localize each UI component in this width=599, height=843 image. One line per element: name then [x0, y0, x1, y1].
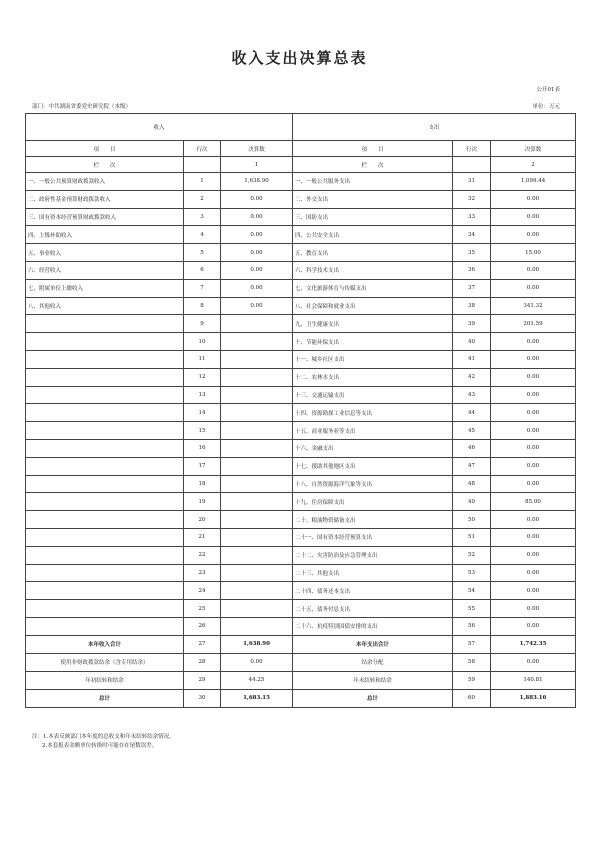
page-title: 收入支出决算总表 — [231, 49, 368, 67]
expense-amount: 0.00 — [491, 190, 576, 208]
expense-row-no: 36 — [453, 261, 491, 279]
expense-total-amount: 1,883.16 — [491, 689, 576, 707]
income-total-amount: 44.25 — [221, 671, 293, 689]
expense-item: 二十五、债务付息支出 — [293, 600, 453, 618]
expense-item: 九、卫生健康支出 — [293, 315, 453, 333]
income-item — [26, 493, 184, 511]
income-row-no: 18 — [184, 475, 221, 493]
income-row-no: 12 — [184, 368, 221, 386]
income-amount: 1,638.90 — [221, 173, 293, 191]
expense-row-no: 54 — [453, 582, 491, 600]
income-row-no: 1 — [184, 173, 221, 191]
income-total-item: 年初结转和结余 — [26, 671, 184, 689]
table-row — [26, 244, 576, 262]
budget-summary-table — [25, 113, 576, 708]
footnote-2: 2.本套报表金额单位转换时可能存在尾数误差。 — [42, 743, 158, 749]
expense-amount: 15.00 — [491, 244, 576, 262]
income-amount — [221, 582, 293, 600]
expense-amount: 0.00 — [491, 546, 576, 564]
income-amount-header: 决算数 — [221, 141, 293, 157]
expense-row-no: 47 — [453, 457, 491, 475]
income-amount — [221, 546, 293, 564]
department-label: 部门：中共湖南省委党史研究院（本级） — [32, 104, 132, 110]
expense-row-no: 40 — [453, 333, 491, 351]
income-item — [26, 315, 184, 333]
income-lanci: 栏 次 — [26, 157, 184, 173]
expense-item: 二十、粮油物资储备支出 — [293, 511, 453, 529]
income-amount — [221, 528, 293, 546]
expense-amount: 0.00 — [491, 564, 576, 582]
table-row — [26, 350, 576, 368]
table-row — [26, 546, 576, 564]
income-item — [26, 546, 184, 564]
income-total-item: 使用非财政拨款结余（含专用结余） — [26, 653, 184, 671]
table-row — [26, 297, 576, 315]
income-item: 三、国有资本经营预算财政拨款收入 — [26, 208, 184, 226]
expense-row-no: 33 — [453, 208, 491, 226]
expense-item-header: 项 目 — [293, 141, 453, 157]
income-row-no: 11 — [184, 350, 221, 368]
income-amount — [221, 315, 293, 333]
expense-amount: 0.00 — [491, 404, 576, 422]
table-row — [26, 333, 576, 351]
income-rowno-header: 行次 — [184, 141, 221, 157]
expense-row-no: 45 — [453, 422, 491, 440]
income-item — [26, 368, 184, 386]
income-item: 二、政府性基金预算财政拨款收入 — [26, 190, 184, 208]
income-item-header: 项 目 — [26, 141, 184, 157]
income-section-header: 收入 — [26, 114, 293, 141]
expense-row-no: 50 — [453, 511, 491, 529]
income-amount — [221, 511, 293, 529]
expense-item: 二十三、其他支出 — [293, 564, 453, 582]
expense-amount-header: 决算数 — [491, 141, 576, 157]
expense-amount: 0.00 — [491, 582, 576, 600]
expense-item: 七、文化旅游体育与传媒支出 — [293, 279, 453, 297]
income-item: 七、附属单位上缴收入 — [26, 279, 184, 297]
income-item — [26, 475, 184, 493]
expense-amount: 0.00 — [491, 475, 576, 493]
income-row-no: 2 — [184, 190, 221, 208]
form-number: 公开01表 — [536, 87, 560, 93]
income-amount — [221, 475, 293, 493]
expense-total-item: 年末结转和结余 — [293, 671, 453, 689]
income-item — [26, 439, 184, 457]
income-total-item: 总计 — [26, 689, 184, 707]
expense-item: 六、科学技术支出 — [293, 261, 453, 279]
income-row-no: 10 — [184, 333, 221, 351]
income-total-row-no: 29 — [184, 671, 221, 689]
expense-row-no: 42 — [453, 368, 491, 386]
expense-amount: 0.00 — [491, 386, 576, 404]
expense-item: 五、教育支出 — [293, 244, 453, 262]
expense-total-item: 总计 — [293, 689, 453, 707]
income-amount: 0.00 — [221, 208, 293, 226]
income-lanci-blank — [184, 157, 221, 173]
expense-amount: 0.00 — [491, 261, 576, 279]
expense-item: 二十四、债务还本支出 — [293, 582, 453, 600]
expense-amount: 0.00 — [491, 368, 576, 386]
expense-item: 十七、援助其他地区支出 — [293, 457, 453, 475]
income-total-row-no: 28 — [184, 653, 221, 671]
expense-row-no: 55 — [453, 600, 491, 618]
column-index-row — [26, 157, 576, 173]
income-row-no: 6 — [184, 261, 221, 279]
expense-amount: 341.32 — [491, 297, 576, 315]
table-body — [26, 114, 576, 708]
income-row-no: 8 — [184, 297, 221, 315]
income-amount — [221, 422, 293, 440]
expense-row-no: 38 — [453, 297, 491, 315]
table-row — [26, 475, 576, 493]
expense-amount: 0.00 — [491, 600, 576, 618]
table-row — [26, 315, 576, 333]
expense-amount: 0.00 — [491, 226, 576, 244]
table-row — [26, 439, 576, 457]
expense-item: 十二、农林水支出 — [293, 368, 453, 386]
expense-amount: 0.00 — [491, 333, 576, 351]
total-row — [26, 635, 576, 653]
income-amount: 0.00 — [221, 297, 293, 315]
income-item: 六、经营收入 — [26, 261, 184, 279]
expense-amount: 0.00 — [491, 422, 576, 440]
expense-item: 三、国防支出 — [293, 208, 453, 226]
table-row — [26, 600, 576, 618]
expense-row-no: 41 — [453, 350, 491, 368]
income-row-no: 3 — [184, 208, 221, 226]
income-row-no: 24 — [184, 582, 221, 600]
expense-section-header: 支出 — [293, 114, 576, 141]
table-row — [26, 493, 576, 511]
income-row-no: 15 — [184, 422, 221, 440]
income-total-row-no: 27 — [184, 635, 221, 653]
expense-item: 十一、城乡社区支出 — [293, 350, 453, 368]
income-item: 四、上级补助收入 — [26, 226, 184, 244]
table-row — [26, 564, 576, 582]
total-row — [26, 689, 576, 707]
income-item: 五、事业收入 — [26, 244, 184, 262]
expense-item: 十、节能环保支出 — [293, 333, 453, 351]
income-item — [26, 386, 184, 404]
expense-row-no: 37 — [453, 279, 491, 297]
expense-total-amount: 140.81 — [491, 671, 576, 689]
expense-item: 二、外交支出 — [293, 190, 453, 208]
footnotes — [32, 733, 175, 751]
income-amount — [221, 617, 293, 635]
expense-total-amount: 1,742.35 — [491, 635, 576, 653]
table-row — [26, 368, 576, 386]
expense-row-no: 53 — [453, 564, 491, 582]
expense-total-row-no: 59 — [453, 671, 491, 689]
expense-rowno-header: 行次 — [453, 141, 491, 157]
expense-item: 二十一、国有资本经营预算支出 — [293, 528, 453, 546]
expense-item: 十五、商业服务业等支出 — [293, 422, 453, 440]
table-row — [26, 404, 576, 422]
expense-amount: 0.00 — [491, 457, 576, 475]
expense-item: 八、社会保障和就业支出 — [293, 297, 453, 315]
expense-amount: 0.00 — [491, 279, 576, 297]
income-total-row-no: 30 — [184, 689, 221, 707]
expense-total-row-no: 57 — [453, 635, 491, 653]
expense-row-no: 39 — [453, 315, 491, 333]
table-row — [26, 457, 576, 475]
expense-row-no: 46 — [453, 439, 491, 457]
expense-item: 十四、资源勘探工业信息等支出 — [293, 404, 453, 422]
income-amount — [221, 333, 293, 351]
income-row-no: 5 — [184, 244, 221, 262]
income-item — [26, 564, 184, 582]
expense-row-no: 48 — [453, 475, 491, 493]
section-header-row — [26, 114, 576, 141]
income-item: 八、其他收入 — [26, 297, 184, 315]
income-total-item: 本年收入合计 — [26, 635, 184, 653]
expense-amount: 0.00 — [491, 528, 576, 546]
income-total-amount: 0.00 — [221, 653, 293, 671]
table-row — [26, 226, 576, 244]
income-item — [26, 600, 184, 618]
expense-item: 二十二、灾害防治及应急管理支出 — [293, 546, 453, 564]
expense-item: 十九、住房保障支出 — [293, 493, 453, 511]
expense-total-amount: 0.00 — [491, 653, 576, 671]
expense-item: 二十六、抗疫特别国债安排的支出 — [293, 617, 453, 635]
income-col-index: 1 — [221, 157, 293, 173]
income-amount: 0.00 — [221, 244, 293, 262]
income-amount — [221, 404, 293, 422]
table-row — [26, 617, 576, 635]
income-amount — [221, 457, 293, 475]
expense-row-no: 49 — [453, 493, 491, 511]
income-amount: 0.00 — [221, 261, 293, 279]
expense-amount: 0.00 — [491, 511, 576, 529]
expense-row-no: 52 — [453, 546, 491, 564]
table-row — [26, 190, 576, 208]
income-row-no: 20 — [184, 511, 221, 529]
income-row-no: 17 — [184, 457, 221, 475]
expense-total-row-no: 58 — [453, 653, 491, 671]
income-row-no: 22 — [184, 546, 221, 564]
table-row — [26, 208, 576, 226]
expense-item: 一、一般公共服务支出 — [293, 173, 453, 191]
expense-row-no: 43 — [453, 386, 491, 404]
expense-row-no: 34 — [453, 226, 491, 244]
unit-label: 单位：万元 — [532, 104, 560, 110]
expense-amount: 0.00 — [491, 617, 576, 635]
income-item — [26, 422, 184, 440]
income-amount — [221, 439, 293, 457]
table-row — [26, 582, 576, 600]
expense-total-row-no: 60 — [453, 689, 491, 707]
income-item — [26, 404, 184, 422]
income-row-no: 4 — [184, 226, 221, 244]
income-row-no: 13 — [184, 386, 221, 404]
income-item — [26, 350, 184, 368]
footnote-1: 注：1.本表反映部门本年度的总收支和年末结转结余情况。 — [32, 734, 175, 740]
expense-item: 十三、交通运输支出 — [293, 386, 453, 404]
table-row — [26, 511, 576, 529]
expense-amount: 201.59 — [491, 315, 576, 333]
table-row — [26, 528, 576, 546]
total-row — [26, 653, 576, 671]
income-amount — [221, 493, 293, 511]
expense-row-no: 56 — [453, 617, 491, 635]
expense-amount: 0.00 — [491, 350, 576, 368]
income-item — [26, 528, 184, 546]
income-row-no: 26 — [184, 617, 221, 635]
income-row-no: 14 — [184, 404, 221, 422]
income-item — [26, 582, 184, 600]
expense-col-index: 2 — [491, 157, 576, 173]
income-item — [26, 511, 184, 529]
expense-lanci: 栏 次 — [293, 157, 453, 173]
income-row-no: 9 — [184, 315, 221, 333]
income-item — [26, 617, 184, 635]
expense-total-item: 本年支出合计 — [293, 635, 453, 653]
column-header-row — [26, 141, 576, 157]
table-row — [26, 261, 576, 279]
income-row-no: 21 — [184, 528, 221, 546]
expense-item: 十六、金融支出 — [293, 439, 453, 457]
income-amount: 0.00 — [221, 226, 293, 244]
expense-amount: 0.00 — [491, 208, 576, 226]
income-row-no: 23 — [184, 564, 221, 582]
income-item — [26, 333, 184, 351]
income-row-no: 16 — [184, 439, 221, 457]
expense-row-no: 35 — [453, 244, 491, 262]
income-amount: 0.00 — [221, 279, 293, 297]
income-amount: 0.00 — [221, 190, 293, 208]
expense-amount: 0.00 — [491, 439, 576, 457]
income-amount — [221, 368, 293, 386]
income-total-amount: 1,683.15 — [221, 689, 293, 707]
income-row-no: 25 — [184, 600, 221, 618]
income-row-no: 19 — [184, 493, 221, 511]
expense-amount: 1,099.44 — [491, 173, 576, 191]
expense-row-no: 32 — [453, 190, 491, 208]
income-amount — [221, 564, 293, 582]
expense-row-no: 31 — [453, 173, 491, 191]
table-row — [26, 422, 576, 440]
income-item: 一、一般公共预算财政拨款收入 — [26, 173, 184, 191]
expense-item: 十八、自然资源海洋气象等支出 — [293, 475, 453, 493]
table-row — [26, 173, 576, 191]
table-row — [26, 279, 576, 297]
expense-row-no: 44 — [453, 404, 491, 422]
income-total-amount: 1,638.90 — [221, 635, 293, 653]
income-row-no: 7 — [184, 279, 221, 297]
expense-item: 四、公共安全支出 — [293, 226, 453, 244]
income-amount — [221, 386, 293, 404]
income-amount — [221, 350, 293, 368]
expense-lanci-blank — [453, 157, 491, 173]
expense-total-item: 结余分配 — [293, 653, 453, 671]
income-item — [26, 457, 184, 475]
table-row — [26, 386, 576, 404]
expense-row-no: 51 — [453, 528, 491, 546]
income-amount — [221, 600, 293, 618]
total-row — [26, 671, 576, 689]
expense-amount: 85.00 — [491, 493, 576, 511]
